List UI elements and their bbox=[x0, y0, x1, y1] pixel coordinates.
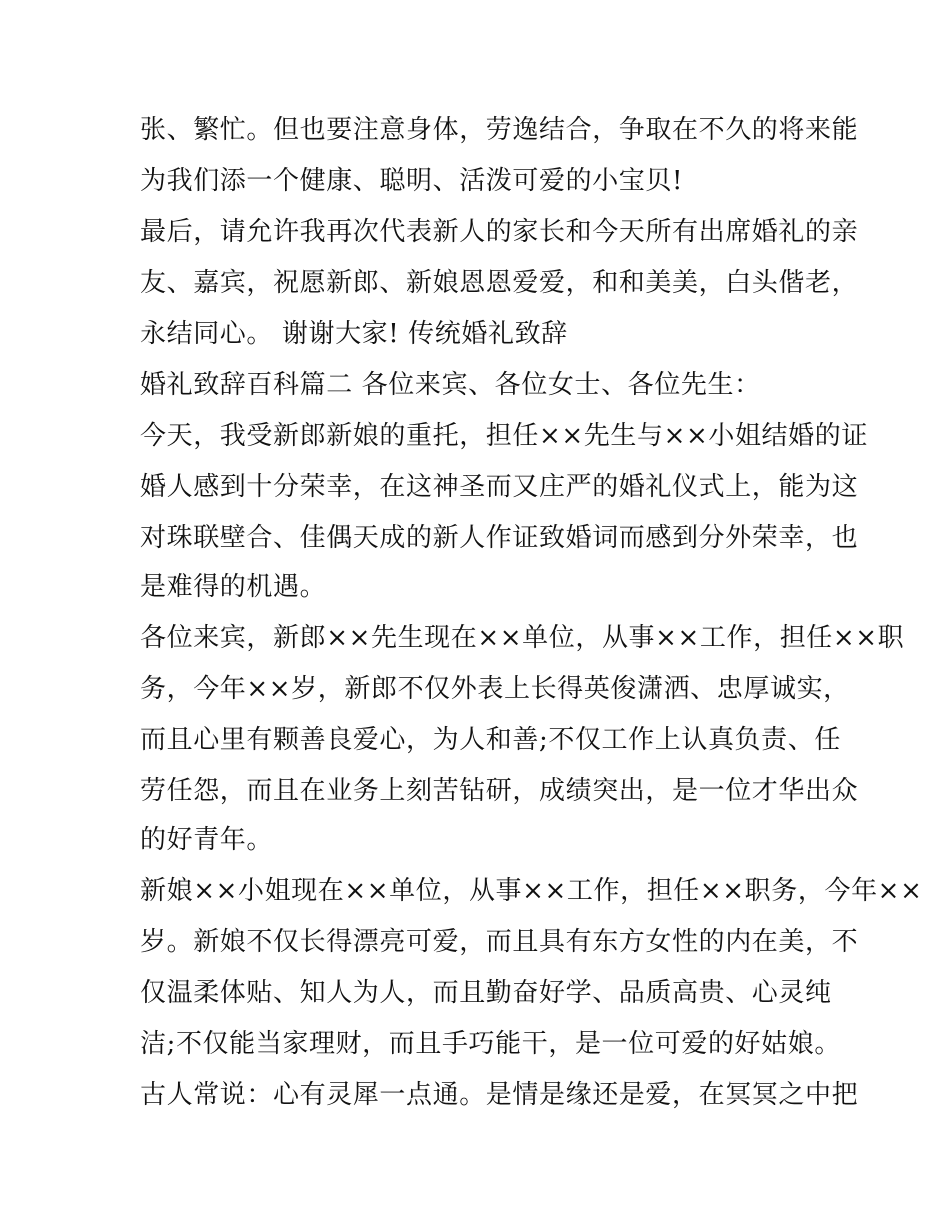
text-line: 洁;不仅能当家理财，而且手巧能干，是一位可爱的好姑娘。 bbox=[140, 1029, 841, 1059]
text-line: 今天，我受新郎新娘的重托，担任××先生与××小姐结婚的证 bbox=[140, 421, 868, 451]
text-line: 最后，请允许我再次代表新人的家长和今天所有出席婚礼的亲 bbox=[140, 217, 859, 247]
text-line: 劳任怨，而且在业务上刻苦钻研，成绩突出，是一位才华出众 bbox=[140, 776, 859, 806]
text-line: 新娘××小姐现在××单位，从事××工作，担任××职务，今年×× bbox=[140, 876, 923, 906]
text-line: 是难得的机遇。 bbox=[140, 572, 327, 602]
text-line: 友、嘉宾，祝愿新郎、新娘恩恩爱爱，和和美美，白头偕老， bbox=[140, 268, 859, 298]
text-line: 对珠联壁合、佳偶天成的新人作证致婚词而感到分外荣幸，也 bbox=[140, 523, 859, 553]
text-line: 张、繁忙。但也要注意身体，劳逸结合，争取在不久的将来能 bbox=[140, 115, 859, 145]
text-line: 务，今年××岁，新郎不仅外表上长得英俊潇洒、忠厚诚实， bbox=[140, 674, 850, 704]
text-line: 仅温柔体贴、知人为人，而且勤奋好学、品质高贵、心灵纯 bbox=[140, 978, 832, 1008]
text-line: 婚礼致辞百科篇二 各位来宾、各位女士、各位先生： bbox=[140, 370, 761, 400]
text-line: 的好青年。 bbox=[140, 825, 274, 855]
text-line: 婚人感到十分荣幸，在这神圣而又庄严的婚礼仪式上，能为这 bbox=[140, 472, 859, 502]
text-line: 而且心里有颗善良爱心，为人和善;不仅工作上认真负责、任 bbox=[140, 725, 841, 755]
text-line: 岁。新娘不仅长得漂亮可爱，而且具有东方女性的内在美，不 bbox=[140, 927, 859, 957]
text-line: 古人常说：心有灵犀一点通。是情是缘还是爱，在冥冥之中把 bbox=[140, 1080, 859, 1110]
text-line: 永结同心。 谢谢大家! 传统婚礼致辞 bbox=[140, 319, 568, 349]
text-line: 为我们添一个健康、聪明、活泼可爱的小宝贝! bbox=[140, 166, 684, 196]
text-line: 各位来宾，新郎××先生现在××单位，从事××工作，担任××职 bbox=[140, 623, 905, 653]
